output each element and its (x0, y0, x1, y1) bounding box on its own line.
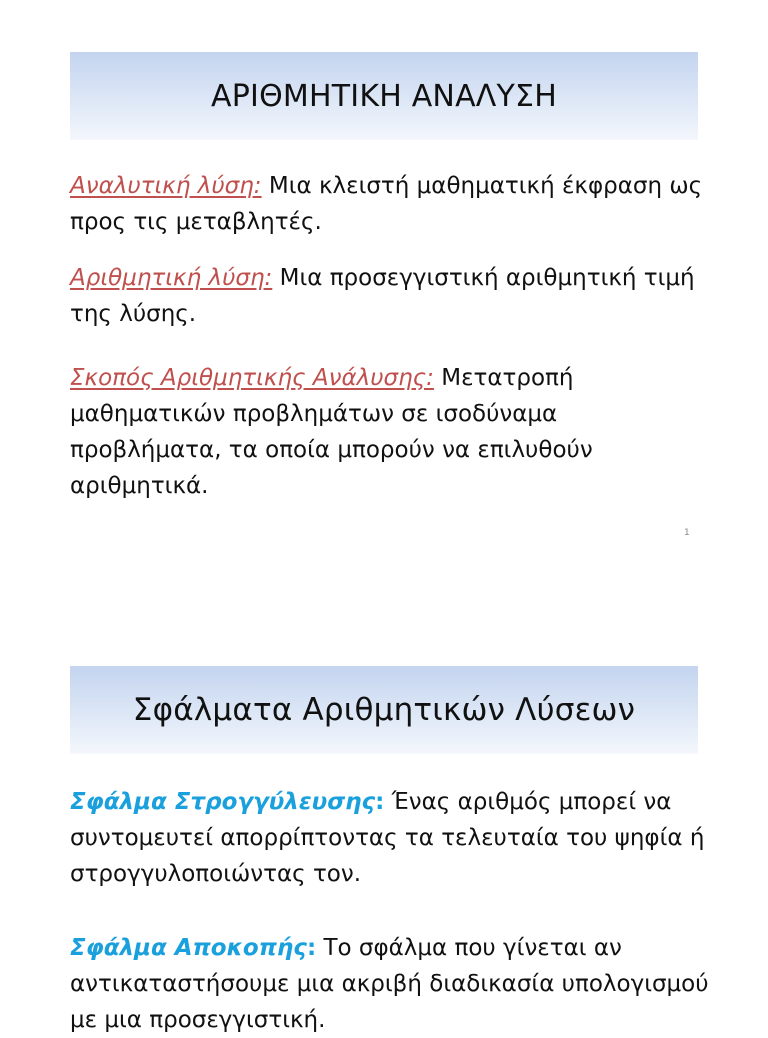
slide2-paragraph-rounding (70, 784, 710, 892)
term-purpose: Σκοπός Αριθμητικής Ανάλυσης: (70, 365, 434, 391)
slide1-paragraph-numerical (70, 260, 710, 332)
term-truncation-error (70, 935, 316, 961)
term-analytical-solution: Αναλυτική λύση: (70, 173, 262, 199)
definition-rounding-error: Ένας αριθμός μπορεί να συντομευτεί απορρίπτοντας τα τελευταία του ψηφία ή στρογγυλοποιώντας τον. (70, 789, 705, 887)
term-truncation-error-colon: : (306, 935, 317, 961)
slide1-title: ΑΡΙΘΜΗΤΙΚΗ ΑΝΑΛΥΣΗ (211, 78, 557, 114)
term-rounding-error-text: Σφάλμα Στρογγύλευσης (70, 789, 376, 815)
slide2-title-bar (70, 666, 698, 754)
definition-truncation-error: Το σφάλμα που γίνεται αν αντικαταστήσουμε μια ακριβή διαδικασία υπολογισμού με μια προσεγγιστική. (70, 935, 709, 1033)
slide1-paragraph-analytical (70, 168, 710, 240)
slide2-paragraph-truncation (70, 930, 710, 1038)
definition-purpose: Μετατροπή μαθηματικών προβλημάτων σε ισοδύναμα προβλήματα, τα οποία μπορούν να επιλυθούν αριθμητικά. (70, 365, 593, 499)
term-rounding-error-colon: : (375, 789, 385, 815)
slide1-paragraph-purpose (70, 360, 710, 504)
definition-analytical-solution: Μια κλειστή μαθηματική έκφραση ως προς τις μεταβλητές. (70, 173, 703, 235)
term-numerical-solution: Αριθμητική λύση: (70, 265, 273, 291)
page-number: 1 (684, 528, 690, 538)
definition-numerical-solution: Μια προσεγγιστική αριθμητική τιμή της λύσης. (70, 265, 695, 327)
slide1-title-bar (70, 52, 698, 140)
slide2-title: Σφάλματα Αριθμητικών Λύσεων (132, 692, 636, 728)
term-truncation-error-text: Σφάλμα Αποκοπής (70, 935, 307, 961)
term-rounding-error (70, 789, 384, 815)
